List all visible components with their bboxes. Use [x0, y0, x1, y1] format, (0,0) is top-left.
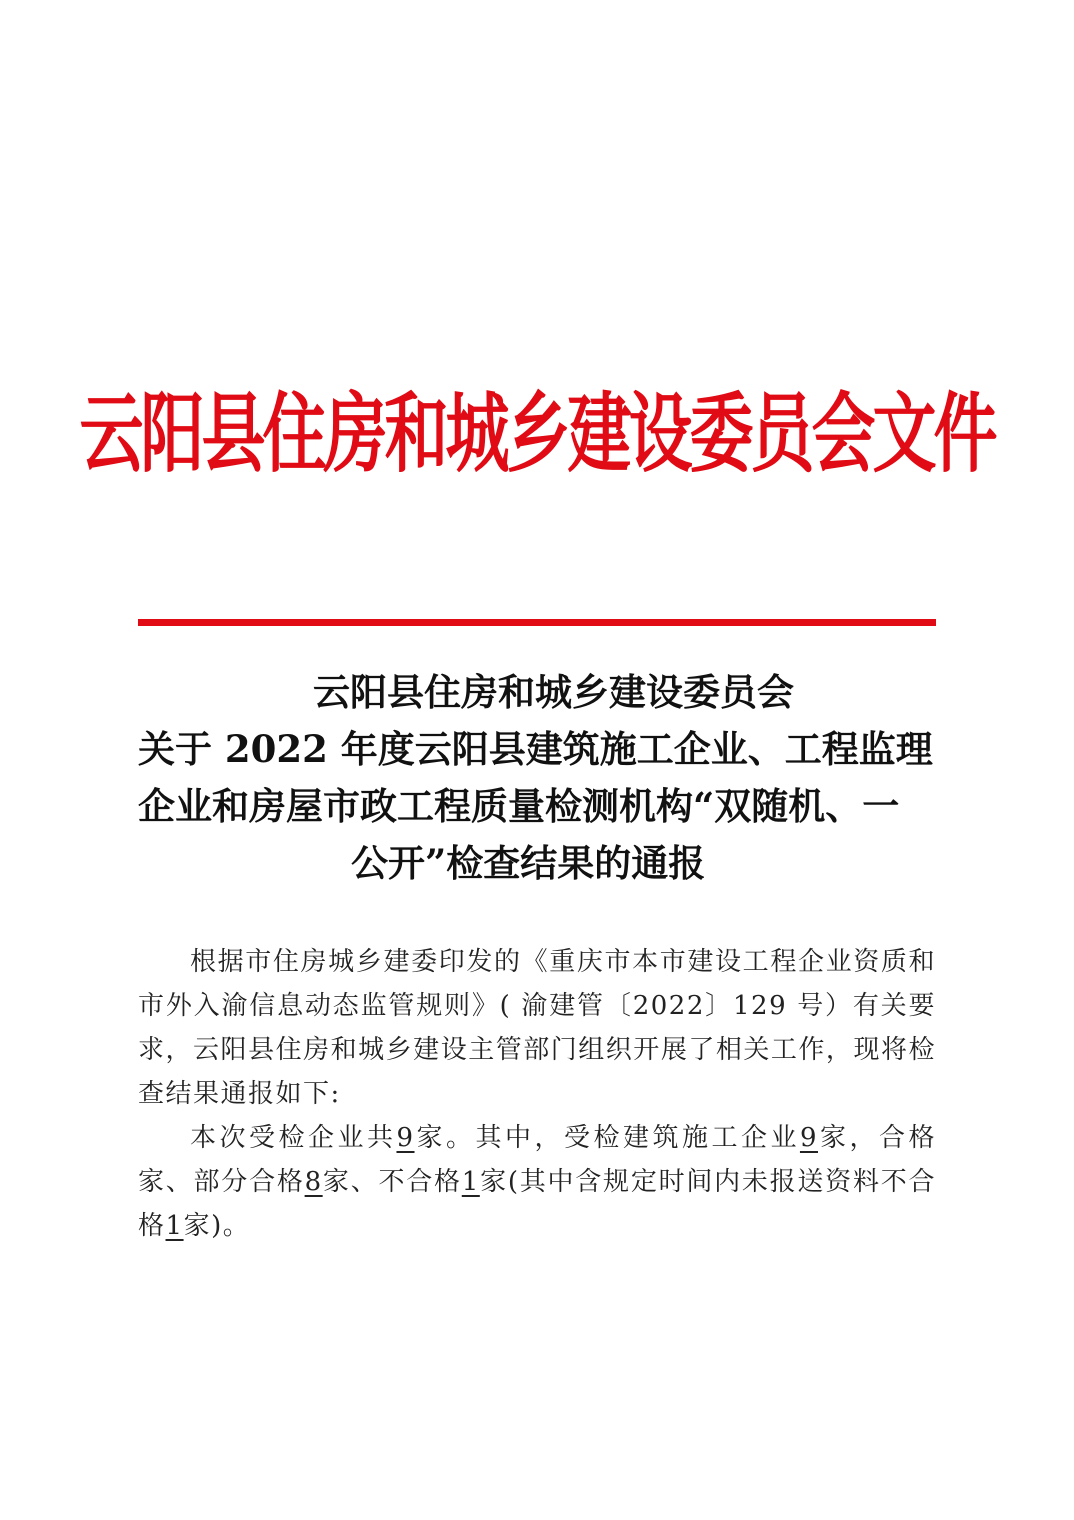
para2-text-6: 家)。 — [183, 1211, 251, 1241]
partial-pass-count: 8 — [304, 1167, 323, 1197]
document-body — [138, 940, 936, 1248]
total-count: 9 — [396, 1123, 415, 1153]
no-report-fail-count: 1 — [165, 1211, 184, 1241]
title-line-1: 云阳县住房和城乡建设委员会 — [313, 670, 794, 714]
title-line-4: 公开”检查结果的通报 — [351, 841, 706, 885]
fail-count: 1 — [461, 1167, 480, 1197]
title-line-2: 关于 2022 年度云阳县建筑施工企业、工程监理 — [138, 727, 933, 771]
para2-text-5: 家(其中含规定时间内未报送资料不合格 — [138, 1167, 936, 1241]
para2-text-2: 家。其中，受检建筑施工企业 — [414, 1123, 800, 1153]
title-line-3: 企业和房屋市政工程质量检测机构“双随机、一 — [138, 784, 900, 828]
para2-text-3: 家，合格家、部分合格 — [138, 1123, 936, 1197]
para2-text-1: 本次受检企业共 — [190, 1123, 397, 1153]
red-divider-line — [138, 619, 936, 626]
paragraph-2 — [138, 1116, 936, 1248]
paragraph-1: 根据市住房城乡建委印发的《重庆市本市建设工程企业资质和市外入渝信息动态监管规则》( 渝建管〔2022〕129 号）有关要求，云阳县住房和城乡建设主管部门组织开展了相关工作，现将检查结果通报如下: — [138, 947, 936, 1109]
document-red-header: 云阳县住房和城乡建设委员会文件 — [79, 385, 995, 486]
para2-text-4: 家、不合格 — [322, 1167, 462, 1197]
construction-count: 9 — [799, 1123, 818, 1153]
document-title — [138, 664, 936, 892]
